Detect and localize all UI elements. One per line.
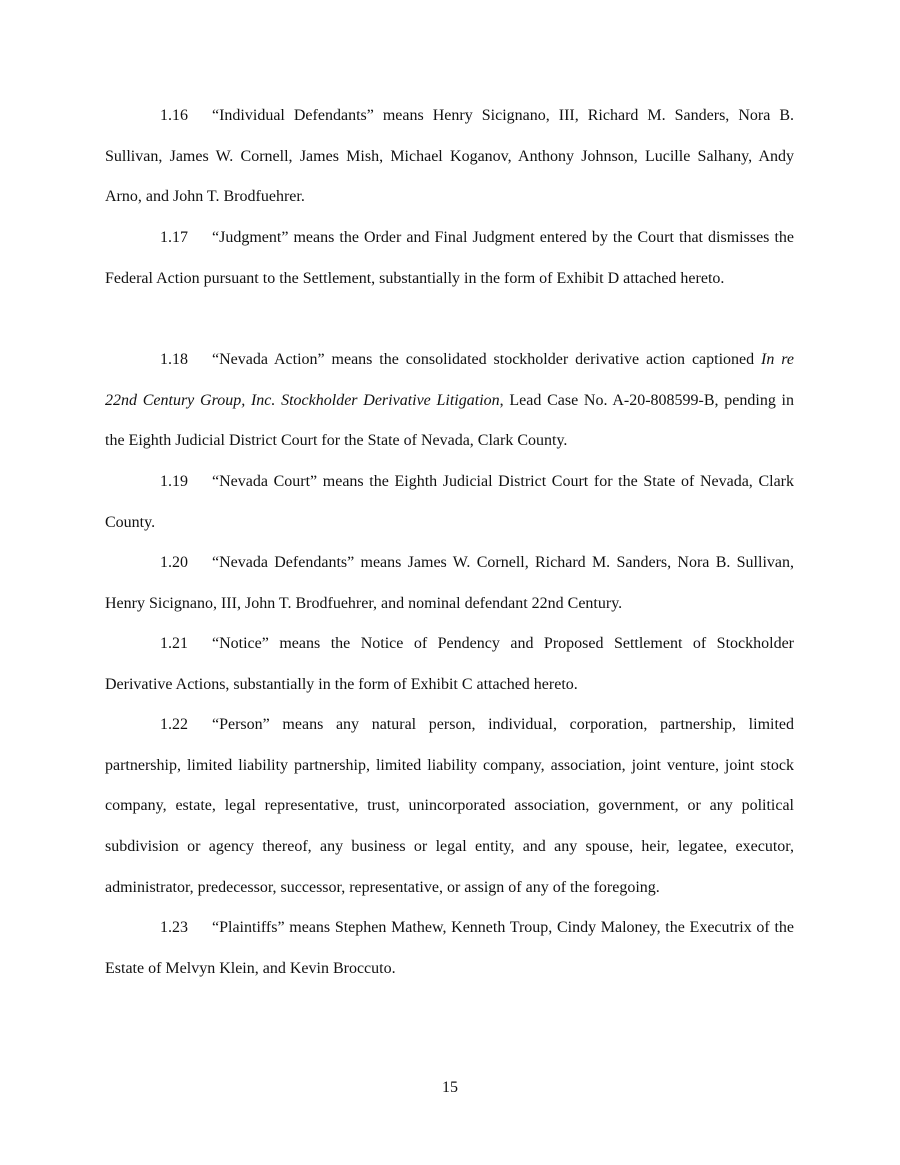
- definition-number: 1.23: [160, 919, 188, 936]
- definition-number: 1.18: [160, 351, 188, 368]
- definition-1-19: [105, 462, 794, 543]
- definition-text: “Nevada Court” means the Eighth Judicial District Court for the State of Nevada, Clark County.: [105, 473, 794, 531]
- definition-text: “Individual Defendants” means Henry Sicignano, III, Richard M. Sanders, Nora B. Sullivan, James W. Cornell, James Mish, Michael Koganov, Anthony Johnson, Lucille Salhany, Andy Arno, and John T. Brodfuehrer.: [105, 107, 794, 206]
- definition-number: 1.21: [160, 635, 188, 652]
- definition-1-20: [105, 543, 794, 624]
- definition-number: 1.17: [160, 229, 188, 246]
- page-number: 15: [442, 1079, 458, 1096]
- definition-text-before: “Nevada Action” means the consolidated stockholder derivative action captioned: [212, 351, 762, 368]
- definition-text: “Notice” means the Notice of Pendency and Proposed Settlement of Stockholder Derivative Actions, substantially in the form of Exhibit C attached hereto.: [105, 635, 794, 693]
- definition-1-16: [105, 96, 794, 218]
- definition-1-23: [105, 908, 794, 989]
- definition-text: “Nevada Defendants” means James W. Cornell, Richard M. Sanders, Nora B. Sullivan, Henry Sicignano, III, John T. Brodfuehrer, and nominal defendant 22nd Century.: [105, 554, 794, 612]
- definition-number: 1.19: [160, 473, 188, 490]
- definition-1-22: [105, 705, 794, 909]
- definition-1-18: [105, 340, 794, 462]
- definition-number: 1.22: [160, 716, 188, 733]
- definition-text-after: , Lead Case No. A-20-808599-B, pending in the Eighth Judicial District Court for the State of Nevada, Clark County.: [105, 391, 794, 450]
- definition-1-21: [105, 624, 794, 705]
- definition-text: “Person” means any natural person, individual, corporation, partnership, limited partnership, limited liability partnership, limited liability company, association, joint venture, joint stock company, estate, legal representative, trust, unincorporated association, government, or any political subdivision or agency thereof, any business or legal entity, and any spouse, heir, legatee, executor, administrator, predecessor, successor, representative, or assign of any of the foregoing.: [105, 716, 794, 896]
- definition-number: 1.16: [160, 107, 188, 124]
- definition-number: 1.20: [160, 554, 188, 571]
- definition-1-17: [105, 218, 794, 299]
- case-caption: In re 22nd Century Group, Inc. Stockholder Derivative Litigation: [105, 351, 795, 409]
- definition-text: “Judgment” means the Order and Final Judgment entered by the Court that dismisses the Federal Action pursuant to the Settlement, substantially in the form of Exhibit D attached hereto.: [105, 229, 794, 287]
- definition-text: “Plaintiffs” means Stephen Mathew, Kenneth Troup, Cindy Maloney, the Executrix of the Estate of Melvyn Klein, and Kevin Broccuto.: [105, 919, 794, 977]
